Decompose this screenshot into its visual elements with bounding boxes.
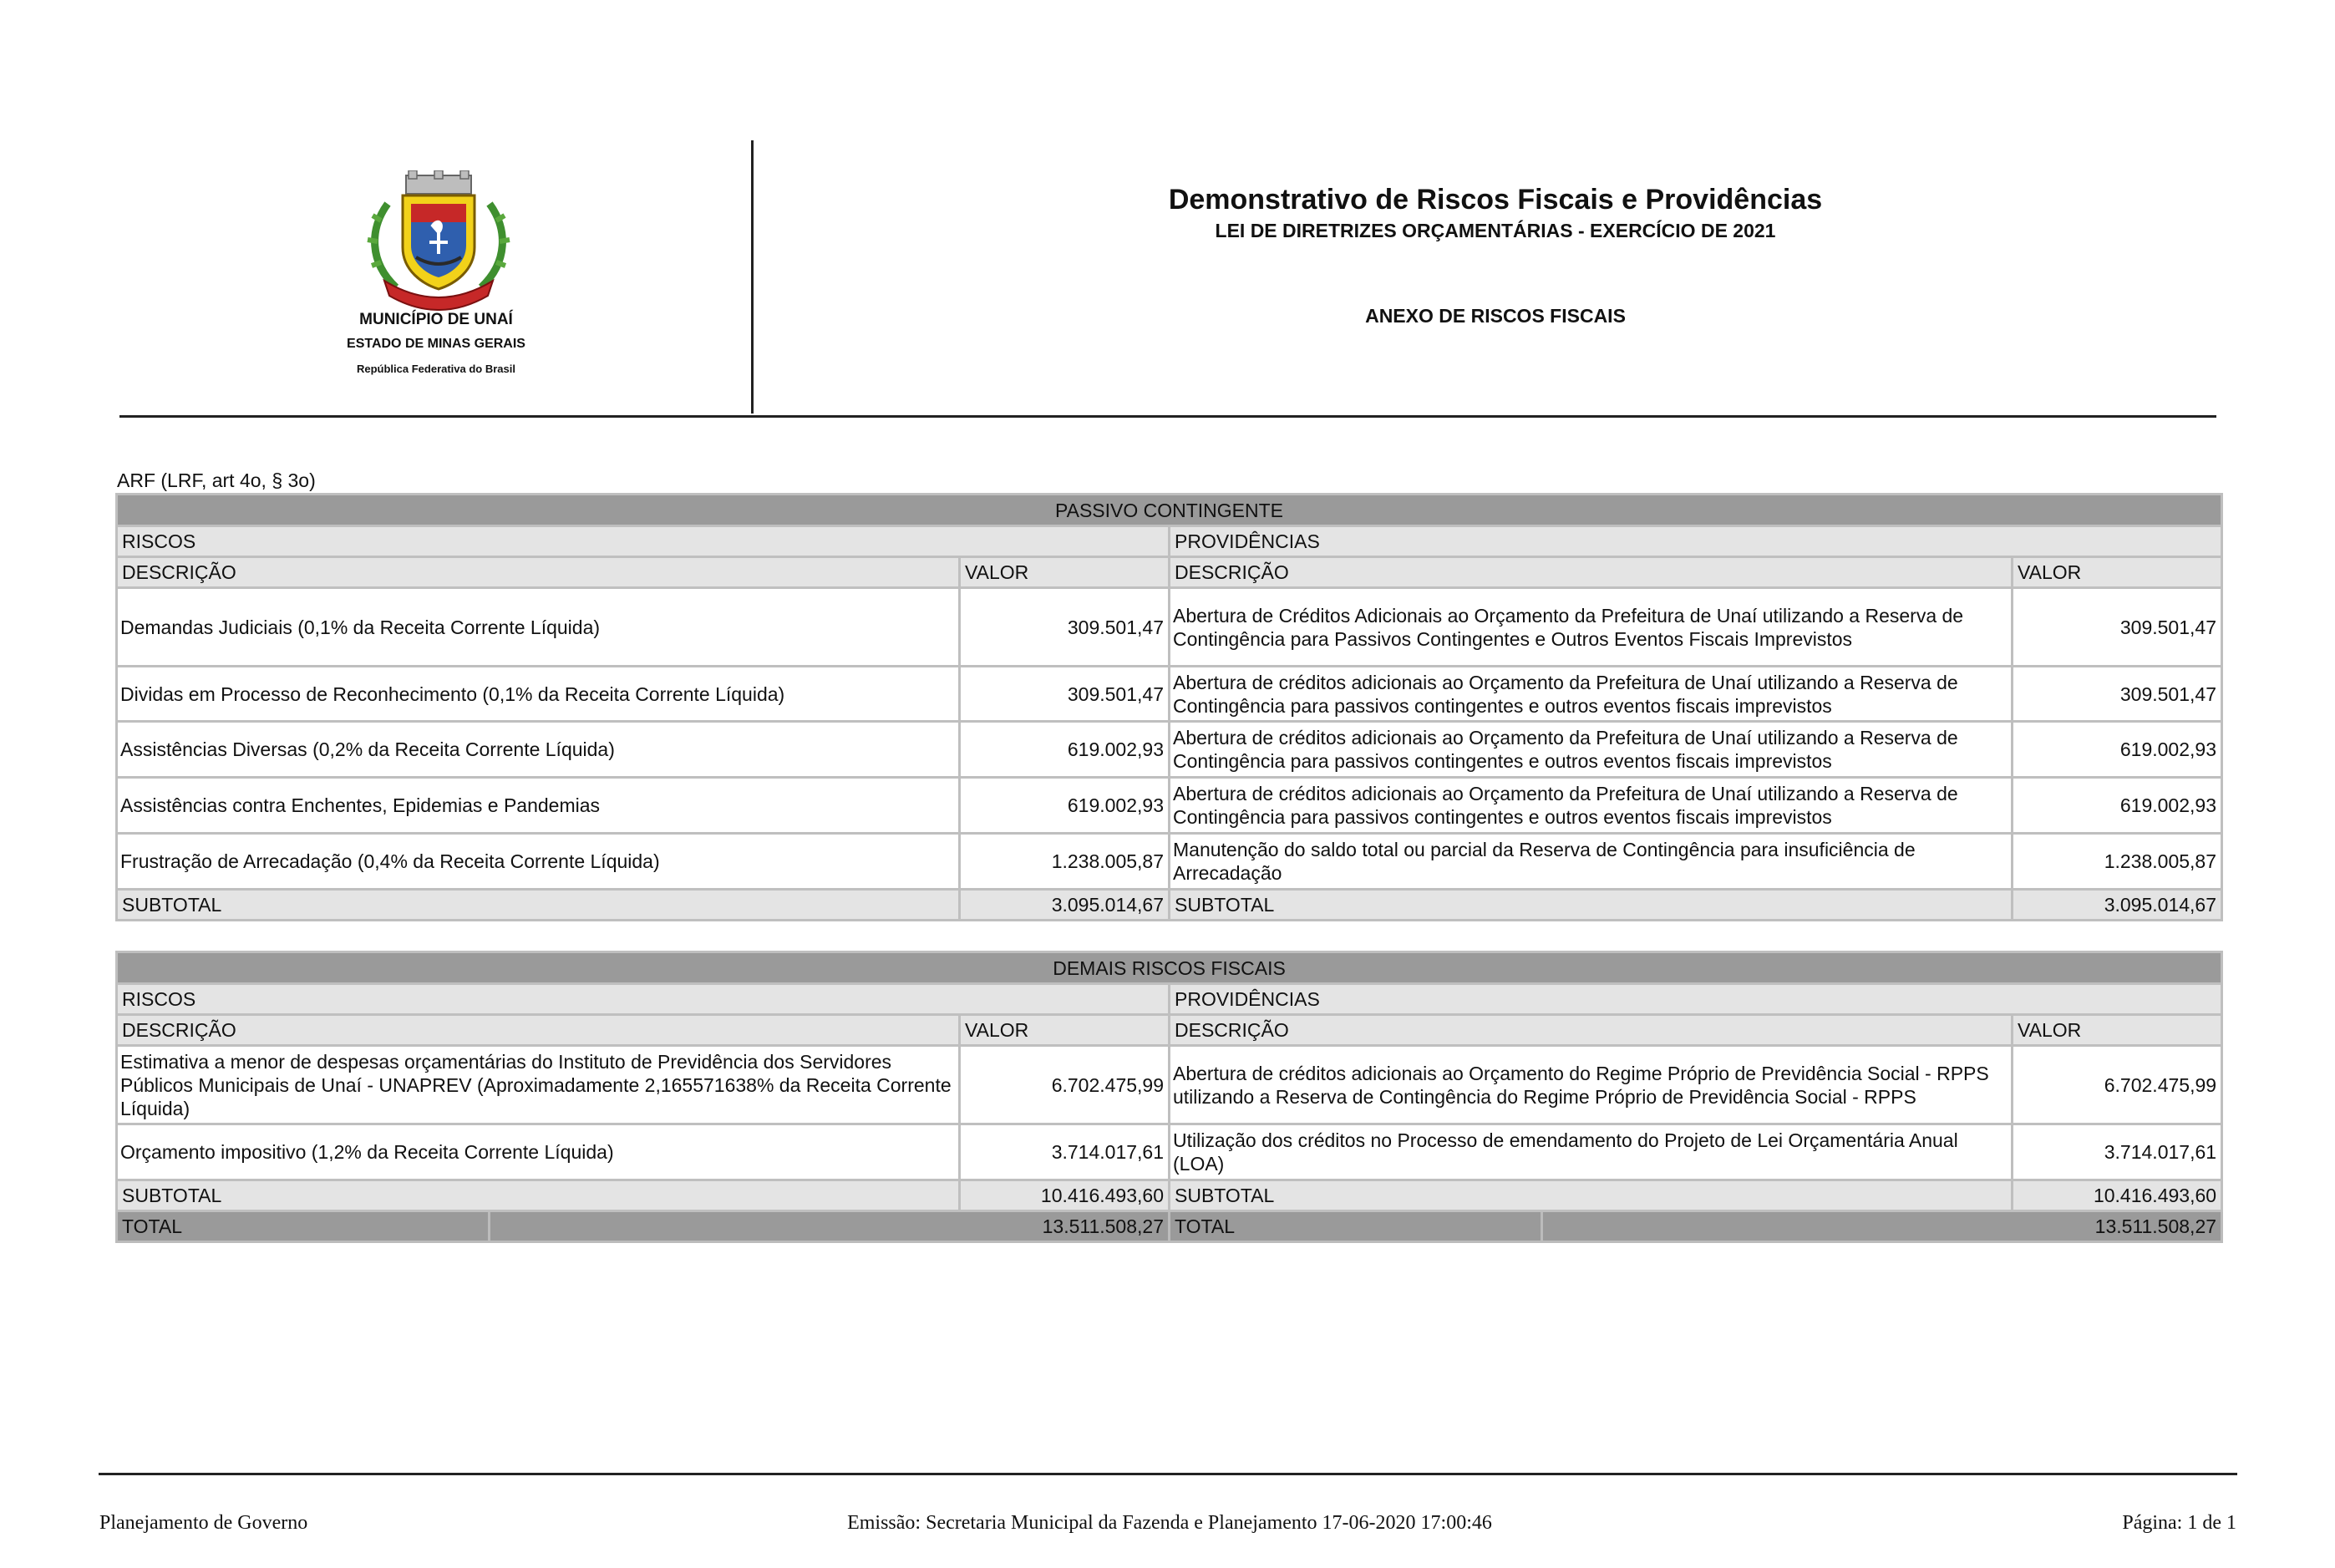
page-subtitle: LEI DE DIRETRIZES ORÇAMENTÁRIAS - EXERCÍCIO DE 2021 — [1215, 220, 1776, 241]
descricao-header: DESCRIÇÃO — [117, 557, 960, 588]
descricao-header: DESCRIÇÃO — [117, 1015, 960, 1046]
subtotal-row — [117, 890, 2222, 921]
table-row — [117, 588, 2222, 667]
risk-value: 309.501,47 — [960, 588, 1170, 667]
footer-divider — [99, 1473, 2237, 1475]
valor-header: VALOR — [2013, 1015, 2222, 1046]
riscos-header: RISCOS — [117, 984, 1170, 1015]
provision-description: Abertura de créditos adicionais ao Orçamento da Prefeitura de Unaí utilizando a Reserva de Contingência para passivos contingentes e outros eventos fiscais imprevistos — [1170, 778, 2013, 834]
provision-description: Abertura de créditos adicionais ao Orçamento da Prefeitura de Unaí utilizando a Reserva de Contingência para passivos contingentes e outros eventos fiscais imprevistos — [1170, 722, 2013, 778]
risk-description: Assistências Diversas (0,2% da Receita Corrente Líquida) — [117, 722, 960, 778]
total-risk-value: 13.511.508,27 — [490, 1211, 1170, 1242]
risk-value: 619.002,93 — [960, 778, 1170, 834]
country-name: República Federativa do Brasil — [356, 363, 515, 375]
table-row — [117, 722, 2222, 778]
risk-description: Assistências contra Enchentes, Epidemias e Pandemias — [117, 778, 960, 834]
passivo-contingente-table — [115, 493, 2223, 921]
total-label: TOTAL — [1170, 1211, 1542, 1242]
section-title: DEMAIS RISCOS FISCAIS — [117, 952, 2222, 984]
state-name: ESTADO DE MINAS GERAIS — [347, 337, 525, 351]
risk-description: Demandas Judiciais (0,1% da Receita Corrente Líquida) — [117, 588, 960, 667]
descricao-header: DESCRIÇÃO — [1170, 557, 2013, 588]
subtotal-label: SUBTOTAL — [1170, 890, 2013, 921]
table-row — [117, 1046, 2222, 1124]
provision-value: 619.002,93 — [2013, 778, 2222, 834]
risk-value: 619.002,93 — [960, 722, 1170, 778]
provision-value: 6.702.475,99 — [2013, 1046, 2222, 1124]
risk-description: Dividas em Processo de Reconhecimento (0,1% da Receita Corrente Líquida) — [117, 667, 960, 722]
provision-value: 309.501,47 — [2013, 588, 2222, 667]
footer-emission: Emissão: Secretaria Municipal da Fazenda e Planejamento 17-06-2020 17:00:46 — [847, 1512, 1492, 1534]
page-title: Demonstrativo de Riscos Fiscais e Providências — [1168, 184, 1823, 216]
footer-page-number: Página: 1 de 1 — [2122, 1512, 2236, 1534]
municipality-name: MUNICÍPIO DE UNAÍ — [359, 311, 513, 328]
total-row — [117, 1211, 2222, 1242]
provision-description: Utilização dos créditos no Processo de emendamento do Projeto de Lei Orçamentária Anual (LOA) — [1170, 1124, 2013, 1180]
providencias-header: PROVIDÊNCIAS — [1170, 984, 2222, 1015]
riscos-header: RISCOS — [117, 526, 1170, 557]
table-row — [117, 667, 2222, 722]
total-label: TOTAL — [117, 1211, 490, 1242]
subtotal-label: SUBTOTAL — [117, 1180, 960, 1211]
provision-value: 309.501,47 — [2013, 667, 2222, 722]
risk-description: Estimativa a menor de despesas orçamentárias do Instituto de Previdência dos Servidores Públicos Municipais de Unaí - UNAPREV (Aproximadamente 2,165571638% da Receita Corrente Líquida) — [117, 1046, 960, 1124]
risk-value: 309.501,47 — [960, 667, 1170, 722]
subtotal-risk-value: 10.416.493,60 — [960, 1180, 1170, 1211]
table-row — [117, 1124, 2222, 1180]
risk-value: 6.702.475,99 — [960, 1046, 1170, 1124]
valor-header: VALOR — [960, 557, 1170, 588]
provision-description: Abertura de créditos adicionais ao Orçamento do Regime Próprio de Previdência Social - RPPS utilizando a Reserva de Contingência do Regime Próprio de Previdência Social - RPPS — [1170, 1046, 2013, 1124]
header-divider — [119, 415, 2216, 418]
valor-header: VALOR — [960, 1015, 1170, 1046]
descricao-header: DESCRIÇÃO — [1170, 1015, 2013, 1046]
subtotal-risk-value: 3.095.014,67 — [960, 890, 1170, 921]
total-provision-value: 13.511.508,27 — [1542, 1211, 2222, 1242]
footer-department: Planejamento de Governo — [99, 1512, 308, 1534]
arf-reference: ARF (LRF, art 4o, § 3o) — [117, 469, 316, 491]
providencias-header: PROVIDÊNCIAS — [1170, 526, 2222, 557]
municipal-coat-of-arms — [363, 170, 515, 311]
provision-description: Abertura de créditos adicionais ao Orçamento da Prefeitura de Unaí utilizando a Reserva de Contingência para passivos contingentes e outros eventos fiscais imprevistos — [1170, 667, 2013, 722]
subtotal-label: SUBTOTAL — [117, 890, 960, 921]
risk-value: 1.238.005,87 — [960, 834, 1170, 890]
section-title: PASSIVO CONTINGENTE — [117, 495, 2222, 526]
subtotal-provision-value: 10.416.493,60 — [2013, 1180, 2222, 1211]
provision-description: Manutenção do saldo total ou parcial da Reserva de Contingência para insuficiência de Arrecadação — [1170, 834, 2013, 890]
table-row — [117, 834, 2222, 890]
header-divider-vertical — [751, 140, 754, 414]
risk-description: Frustração de Arrecadação (0,4% da Receita Corrente Líquida) — [117, 834, 960, 890]
risk-description: Orçamento impositivo (1,2% da Receita Corrente Líquida) — [117, 1124, 960, 1180]
provision-value: 619.002,93 — [2013, 722, 2222, 778]
subtotal-provision-value: 3.095.014,67 — [2013, 890, 2222, 921]
table-row — [117, 778, 2222, 834]
provision-value: 3.714.017,61 — [2013, 1124, 2222, 1180]
subtotal-label: SUBTOTAL — [1170, 1180, 2013, 1211]
provision-value: 1.238.005,87 — [2013, 834, 2222, 890]
provision-description: Abertura de Créditos Adicionais ao Orçamento da Prefeitura de Unaí utilizando a Reserva de Contingência para Passivos Contingentes e Outros Eventos Fiscais Imprevistos — [1170, 588, 2013, 667]
valor-header: VALOR — [2013, 557, 2222, 588]
subtotal-row — [117, 1180, 2222, 1211]
annex-title: ANEXO DE RISCOS FISCAIS — [1365, 305, 1626, 327]
risk-value: 3.714.017,61 — [960, 1124, 1170, 1180]
demais-riscos-table — [115, 951, 2223, 1243]
